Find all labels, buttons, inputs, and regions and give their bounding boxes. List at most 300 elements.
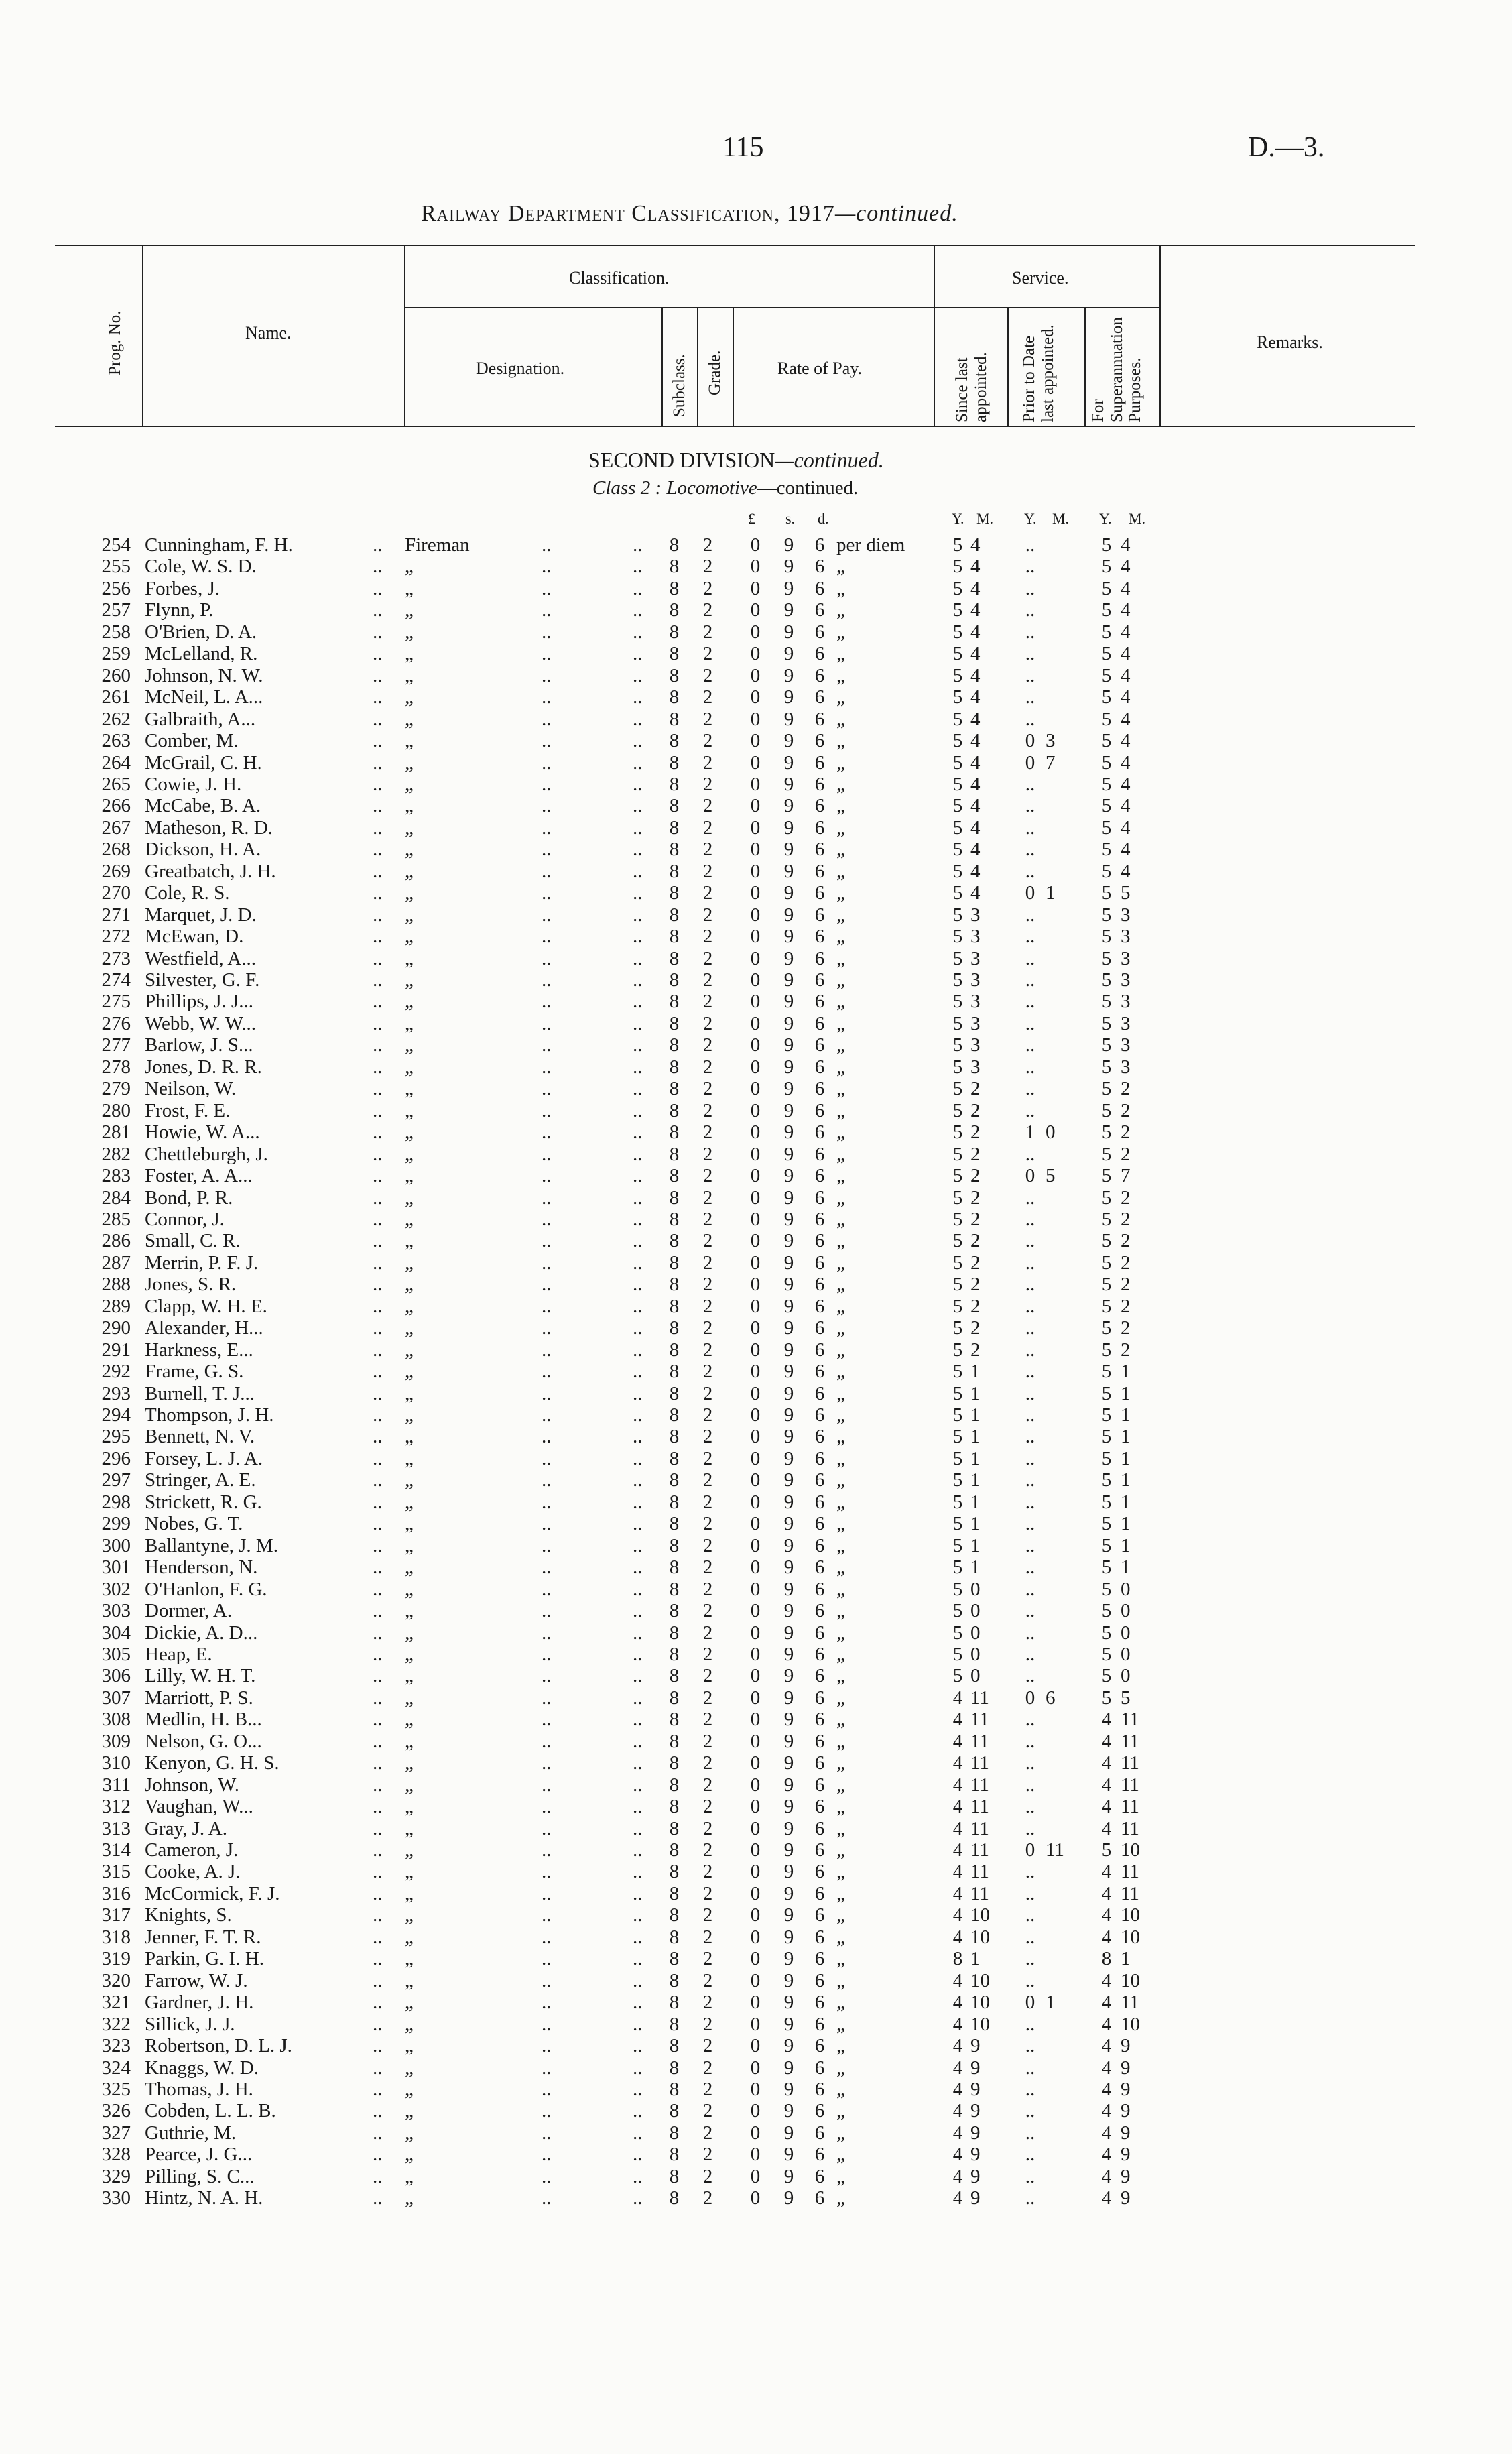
cell-since-months: 11 (970, 1730, 989, 1752)
leader-dots: .. (373, 1621, 383, 1644)
leader-dots: .. (542, 577, 552, 599)
table-row (0, 969, 1512, 991)
cell-name: Dickson, H. A. (145, 839, 261, 861)
cell-grade: 2 (702, 686, 713, 709)
cell-prog-no: 302 (101, 1578, 131, 1600)
cell-since-months: 2 (970, 1078, 981, 1100)
cell-super-years: 5 (1101, 1839, 1112, 1861)
cell-prior-years: .. (1025, 1926, 1035, 1948)
cell-pence: 6 (814, 1208, 825, 1230)
cell-super-years: 5 (1101, 708, 1112, 730)
leader-dots: .. (373, 2013, 383, 2035)
cell-since-years: 5 (952, 1186, 963, 1209)
cell-per: „ (836, 686, 845, 709)
cell-since-months: 10 (970, 1969, 990, 1991)
cell-since-months: 11 (970, 1709, 989, 1731)
cell-super-months: 10 (1121, 1969, 1140, 1991)
cell-subclass: 8 (669, 1774, 680, 1796)
cell-pounds: 0 (750, 2144, 761, 2166)
cell-shillings: 9 (783, 1295, 794, 1317)
cell-pence: 6 (814, 1012, 825, 1034)
leader-dots: .. (633, 1600, 643, 1622)
cell-subclass: 8 (669, 1534, 680, 1556)
cell-grade: 2 (702, 1513, 713, 1535)
cell-prior-years: .. (1025, 1426, 1035, 1448)
remarks-header: Remarks. (1257, 332, 1323, 352)
leader-dots: .. (542, 621, 552, 643)
cell-super-months: 3 (1121, 947, 1131, 969)
leader-dots: .. (373, 1361, 383, 1383)
cell-pounds: 0 (750, 534, 761, 556)
cell-since-months: 2 (970, 1121, 981, 1144)
leader-dots: .. (373, 991, 383, 1013)
cell-grade: 2 (702, 730, 713, 752)
cell-designation: „ (405, 904, 414, 926)
cell-prog-no: 267 (101, 816, 131, 839)
title-continued: —continued. (834, 201, 958, 226)
leader-dots: .. (633, 1317, 643, 1339)
cell-prior-years: .. (1025, 1469, 1035, 1491)
cell-prog-no: 289 (101, 1295, 131, 1317)
cell-super-months: 4 (1121, 860, 1131, 882)
cell-pence: 6 (814, 2165, 825, 2187)
cell-subclass: 8 (669, 1665, 680, 1687)
cell-prog-no: 324 (101, 2057, 131, 2079)
cell-pounds: 0 (750, 1686, 761, 1709)
leader-dots: .. (373, 1186, 383, 1209)
cell-super-months: 2 (1121, 1099, 1131, 1121)
cell-since-years: 5 (952, 1447, 963, 1469)
cell-since-months: 0 (970, 1665, 981, 1687)
cell-name: Silvester, G. F. (145, 969, 260, 991)
header-bottom-rule (55, 426, 1415, 427)
cell-name: Bond, P. R. (145, 1186, 233, 1209)
table-row (0, 1187, 1512, 1209)
cell-prior-years: 0 (1025, 1165, 1035, 1187)
cell-name: McCormick, F. J. (145, 1882, 280, 1904)
cell-prog-no: 314 (101, 1839, 131, 1861)
table-row (0, 1904, 1512, 1926)
cell-shillings: 9 (783, 1165, 794, 1187)
classification-header: Classification. (569, 268, 670, 288)
division-title (588, 448, 884, 473)
cell-subclass: 8 (669, 2078, 680, 2100)
cell-grade: 2 (702, 1796, 713, 1818)
table-row (0, 882, 1512, 904)
col-divider-8 (1084, 307, 1086, 427)
leader-dots: .. (542, 1752, 552, 1774)
cell-grade: 2 (702, 1078, 713, 1100)
cell-since-months: 3 (970, 991, 981, 1013)
cell-per: „ (836, 1426, 845, 1448)
cell-shillings: 9 (783, 1274, 794, 1296)
cell-super-months: 9 (1121, 2057, 1131, 2079)
cell-prior-years: .. (1025, 1404, 1035, 1426)
cell-name: Jenner, F. T. R. (145, 1926, 261, 1948)
cell-pence: 6 (814, 751, 825, 774)
cell-since-months: 4 (970, 643, 981, 665)
cell-per: „ (836, 1556, 845, 1579)
cell-shillings: 9 (783, 1578, 794, 1600)
cell-prior-years: .. (1025, 1665, 1035, 1687)
cell-designation: „ (405, 1534, 414, 1556)
leader-dots: .. (542, 2122, 552, 2144)
leader-dots: .. (633, 795, 643, 817)
cell-prior-years: .. (1025, 664, 1035, 686)
cell-shillings: 9 (783, 1056, 794, 1078)
leader-dots: .. (633, 2144, 643, 2166)
leader-dots: .. (633, 1991, 643, 2014)
cell-shillings: 9 (783, 795, 794, 817)
cell-subclass: 8 (669, 1686, 680, 1709)
cell-per: „ (836, 1099, 845, 1121)
cell-name: Small, C. R. (145, 1230, 241, 1252)
cell-since-months: 1 (970, 1361, 981, 1383)
cell-grade: 2 (702, 2187, 713, 2209)
cell-since-months: 4 (970, 534, 981, 556)
cell-pence: 6 (814, 1796, 825, 1818)
leader-dots: .. (373, 1686, 383, 1709)
leader-dots: .. (373, 1752, 383, 1774)
cell-prior-years: .. (1025, 1339, 1035, 1361)
cell-subclass: 8 (669, 1078, 680, 1100)
cell-super-years: 5 (1101, 1165, 1112, 1187)
cell-super-years: 4 (1101, 1817, 1112, 1839)
cell-super-years: 5 (1101, 839, 1112, 861)
cell-per: „ (836, 969, 845, 991)
cell-super-months: 4 (1121, 599, 1131, 621)
cell-name: Cooke, A. J. (145, 1861, 241, 1883)
cell-per: „ (836, 556, 845, 578)
cell-prog-no: 266 (101, 795, 131, 817)
cell-pence: 6 (814, 2013, 825, 2035)
cell-prog-no: 257 (101, 599, 131, 621)
cell-per: „ (836, 1078, 845, 1100)
cell-prog-no: 313 (101, 1817, 131, 1839)
table-row (0, 1252, 1512, 1274)
cell-subclass: 8 (669, 2122, 680, 2144)
leader-dots: .. (633, 1339, 643, 1361)
cell-since-months: 1 (970, 1534, 981, 1556)
cell-super-years: 5 (1101, 947, 1112, 969)
cell-super-months: 2 (1121, 1078, 1131, 1100)
cell-designation: „ (405, 1426, 414, 1448)
cell-since-years: 5 (952, 1361, 963, 1383)
table-row (0, 556, 1512, 577)
leader-dots: .. (633, 708, 643, 730)
cell-super-months: 9 (1121, 2078, 1131, 2100)
cell-prior-years: .. (1025, 1709, 1035, 1731)
cell-name: Cowie, J. H. (145, 773, 242, 795)
leader-dots: .. (633, 969, 643, 991)
cell-super-years: 4 (1101, 2057, 1112, 2079)
leader-dots: .. (373, 1774, 383, 1796)
leader-dots: .. (373, 926, 383, 948)
cell-since-months: 4 (970, 816, 981, 839)
cell-prior-years: .. (1025, 2035, 1035, 2057)
cell-super-years: 5 (1101, 1556, 1112, 1579)
cell-name: Greatbatch, J. H. (145, 860, 276, 882)
cell-subclass: 8 (669, 1861, 680, 1883)
cell-subclass: 8 (669, 1099, 680, 1121)
cell-prior-years: .. (1025, 2078, 1035, 2100)
cell-prog-no: 279 (101, 1078, 131, 1100)
cell-subclass: 8 (669, 1730, 680, 1752)
cell-pence: 6 (814, 1469, 825, 1491)
designation-header: Designation. (476, 359, 565, 378)
leader-dots: .. (633, 1469, 643, 1491)
leader-dots: .. (542, 1186, 552, 1209)
cell-super-months: 0 (1121, 1600, 1131, 1622)
cell-since-months: 11 (970, 1839, 989, 1861)
cell-prior-years: 0 (1025, 1686, 1035, 1709)
cell-per: „ (836, 904, 845, 926)
cell-per: „ (836, 1752, 845, 1774)
cell-pounds: 0 (750, 2078, 761, 2100)
cell-prior-years: .. (1025, 1034, 1035, 1056)
cell-shillings: 9 (783, 839, 794, 861)
leader-dots: .. (373, 577, 383, 599)
cell-designation: „ (405, 1882, 414, 1904)
leader-dots: .. (373, 599, 383, 621)
table-row (0, 1339, 1512, 1361)
cell-prior-years: .. (1025, 1186, 1035, 1209)
cell-prior-months: 0 (1046, 1121, 1056, 1144)
cell-since-years: 5 (952, 1143, 963, 1165)
cell-prog-no: 281 (101, 1121, 131, 1144)
cell-since-years: 5 (952, 686, 963, 709)
cell-super-years: 5 (1101, 1251, 1112, 1274)
cell-per: „ (836, 1382, 845, 1404)
cell-prior-months: 1 (1046, 1991, 1056, 2014)
cell-super-years: 5 (1101, 1012, 1112, 1034)
cell-shillings: 9 (783, 2144, 794, 2166)
cell-pounds: 0 (750, 947, 761, 969)
cell-name: Dickie, A. D... (145, 1621, 258, 1644)
cell-since-months: 2 (970, 1099, 981, 1121)
cell-pounds: 0 (750, 621, 761, 643)
cell-pence: 6 (814, 1513, 825, 1535)
cell-super-months: 5 (1121, 1686, 1131, 1709)
cell-designation: „ (405, 1774, 414, 1796)
cell-since-years: 5 (952, 1578, 963, 1600)
cell-super-years: 5 (1101, 1447, 1112, 1469)
cell-per: „ (836, 599, 845, 621)
cell-since-months: 2 (970, 1186, 981, 1209)
cell-designation: „ (405, 1926, 414, 1948)
leader-dots: .. (633, 2013, 643, 2035)
leader-dots: .. (373, 1230, 383, 1252)
cell-super-years: 5 (1101, 1056, 1112, 1078)
cell-per: „ (836, 1904, 845, 1926)
cell-designation: „ (405, 2122, 414, 2144)
cell-since-years: 5 (952, 1534, 963, 1556)
cell-designation: „ (405, 2057, 414, 2079)
cell-designation: „ (405, 2078, 414, 2100)
leader-dots: .. (542, 1686, 552, 1709)
cell-grade: 2 (702, 2165, 713, 2187)
table-row (0, 1056, 1512, 1078)
cell-designation: „ (405, 643, 414, 665)
cell-prior-years: .. (1025, 1600, 1035, 1622)
cell-super-years: 5 (1101, 534, 1112, 556)
leader-dots: .. (542, 1274, 552, 1296)
cell-super-years: 5 (1101, 577, 1112, 599)
cell-shillings: 9 (783, 969, 794, 991)
cell-grade: 2 (702, 1534, 713, 1556)
cell-prior-years: .. (1025, 708, 1035, 730)
leader-dots: .. (373, 1556, 383, 1579)
cell-name: Cameron, J. (145, 1839, 239, 1861)
cell-since-years: 5 (952, 664, 963, 686)
leader-dots: .. (542, 1534, 552, 1556)
cell-name: O'Brien, D. A. (145, 621, 257, 643)
leader-dots: .. (633, 1078, 643, 1100)
leader-dots: .. (373, 1447, 383, 1469)
cell-designation: „ (405, 621, 414, 643)
cell-designation: „ (405, 2100, 414, 2122)
cell-super-months: 11 (1121, 1882, 1139, 1904)
cell-per: „ (836, 1839, 845, 1861)
cell-super-months: 1 (1121, 1534, 1131, 1556)
cell-super-years: 4 (1101, 1730, 1112, 1752)
cell-name: McCabe, B. A. (145, 795, 261, 817)
cell-prior-years: .. (1025, 1817, 1035, 1839)
cell-per: per diem (836, 534, 905, 556)
cell-name: Farrow, W. J. (145, 1969, 248, 1991)
table-row (0, 1818, 1512, 1839)
cell-per: „ (836, 1143, 845, 1165)
shillings-unit: s. (785, 510, 796, 527)
leader-dots: .. (542, 708, 552, 730)
cell-pence: 6 (814, 1556, 825, 1579)
leader-dots: .. (633, 1165, 643, 1187)
cell-subclass: 8 (669, 1034, 680, 1056)
cell-grade: 2 (702, 1295, 713, 1317)
cell-grade: 2 (702, 1861, 713, 1883)
cell-prog-no: 292 (101, 1361, 131, 1383)
cell-per: „ (836, 2165, 845, 2187)
cell-subclass: 8 (669, 1469, 680, 1491)
cell-super-months: 11 (1121, 1796, 1139, 1818)
cell-since-years: 5 (952, 556, 963, 578)
cell-pence: 6 (814, 1121, 825, 1144)
leader-dots: .. (373, 1382, 383, 1404)
cell-prior-years: .. (1025, 860, 1035, 882)
cell-prog-no: 328 (101, 2144, 131, 2166)
leader-dots: .. (373, 1600, 383, 1622)
cell-shillings: 9 (783, 1208, 794, 1230)
leader-dots: .. (633, 621, 643, 643)
cell-pounds: 0 (750, 1034, 761, 1056)
cell-pence: 6 (814, 1078, 825, 1100)
leader-dots: .. (373, 2100, 383, 2122)
cell-pounds: 0 (750, 860, 761, 882)
leader-dots: .. (542, 1404, 552, 1426)
cell-grade: 2 (702, 1469, 713, 1491)
cell-per: „ (836, 1643, 845, 1665)
leader-dots: .. (542, 1034, 552, 1056)
cell-prior-years: .. (1025, 621, 1035, 643)
cell-shillings: 9 (783, 2165, 794, 2187)
cell-per: „ (836, 2100, 845, 2122)
cell-designation: „ (405, 991, 414, 1013)
cell-prog-no: 321 (101, 1991, 131, 2014)
cell-super-months: 0 (1121, 1665, 1131, 1687)
leader-dots: .. (633, 1665, 643, 1687)
cell-prior-years: .. (1025, 1578, 1035, 1600)
leader-dots: .. (542, 2187, 552, 2209)
cell-pounds: 0 (750, 1621, 761, 1644)
cell-super-years: 5 (1101, 795, 1112, 817)
cell-prog-no: 259 (101, 643, 131, 665)
leader-dots: .. (633, 556, 643, 578)
leader-dots: .. (542, 1621, 552, 1644)
cell-designation: Fireman (405, 534, 470, 556)
cell-prior-years: .. (1025, 2013, 1035, 2035)
cell-prior-years: 0 (1025, 730, 1035, 752)
leader-dots: .. (633, 1274, 643, 1296)
cell-subclass: 8 (669, 577, 680, 599)
cell-since-months: 2 (970, 1143, 981, 1165)
cell-grade: 2 (702, 2057, 713, 2079)
cell-subclass: 8 (669, 1230, 680, 1252)
leader-dots: .. (373, 1861, 383, 1883)
cell-pounds: 0 (750, 1796, 761, 1818)
cell-grade: 2 (702, 577, 713, 599)
since-months-unit: M. (976, 510, 994, 527)
cell-per: „ (836, 2078, 845, 2100)
cell-subclass: 8 (669, 773, 680, 795)
leader-dots: .. (633, 904, 643, 926)
cell-pounds: 0 (750, 1382, 761, 1404)
cell-pence: 6 (814, 556, 825, 578)
cell-subclass: 8 (669, 2035, 680, 2057)
cell-since-years: 4 (952, 2144, 963, 2166)
table-row (0, 752, 1512, 774)
cell-designation: „ (405, 664, 414, 686)
cell-super-years: 5 (1101, 1578, 1112, 1600)
table-row (0, 795, 1512, 816)
cell-pence: 6 (814, 926, 825, 948)
leader-dots: .. (633, 1556, 643, 1579)
cell-grade: 2 (702, 1709, 713, 1731)
cell-subclass: 8 (669, 1251, 680, 1274)
cell-super-years: 4 (1101, 2122, 1112, 2144)
cell-prior-years: .. (1025, 795, 1035, 817)
cell-since-years: 5 (952, 1382, 963, 1404)
cell-since-years: 4 (952, 2122, 963, 2144)
division-name: SECOND DIVISION (588, 448, 775, 472)
cell-super-months: 10 (1121, 1904, 1140, 1926)
cell-super-years: 5 (1101, 1686, 1112, 1709)
cell-pounds: 0 (750, 1752, 761, 1774)
cell-since-years: 4 (952, 1730, 963, 1752)
cell-per: „ (836, 1491, 845, 1513)
cell-super-months: 1 (1121, 1361, 1131, 1383)
cell-shillings: 9 (783, 599, 794, 621)
leader-dots: .. (373, 686, 383, 709)
cell-subclass: 8 (669, 1600, 680, 1622)
leader-dots: .. (542, 2078, 552, 2100)
cell-grade: 2 (702, 534, 713, 556)
cell-super-months: 3 (1121, 926, 1131, 948)
cell-grade: 2 (702, 708, 713, 730)
cell-shillings: 9 (783, 1034, 794, 1056)
table-row (0, 2122, 1512, 2144)
cell-since-months: 4 (970, 708, 981, 730)
cell-subclass: 8 (669, 1056, 680, 1078)
